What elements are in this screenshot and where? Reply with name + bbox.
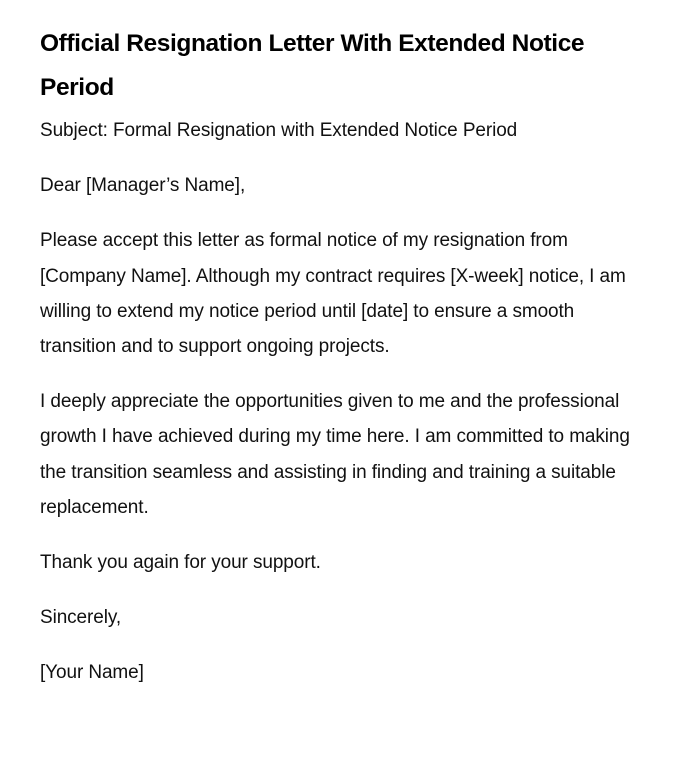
letter-closing: Sincerely, — [40, 607, 122, 629]
letter-subject: Subject: Formal Resignation with Extended Notice Period — [40, 120, 518, 141]
letter-signature: [Your Name] — [40, 662, 144, 684]
letter-salutation: Dear [Manager’s Name], — [40, 175, 246, 197]
letter-title: Official Resignation Letter With Extended Notice Period — [40, 30, 585, 101]
letter-paragraph-appreciation: I deeply appreciate the opportunities given to me and the professional growth I have achieved during my time here. I am committed to making the transition seamless and assisting in finding and training a suitable replacement. — [40, 391, 630, 518]
letter-paragraph-thanks: Thank you again for your support. — [40, 552, 321, 574]
letter-paragraph-notice: Please accept this letter as formal notice of my resignation from [Company Name]. Although my contract requires [X-week] notice, I am willing to extend my notice period until [date] to ensure a smooth transition and to support ongoing projects. — [40, 230, 626, 358]
